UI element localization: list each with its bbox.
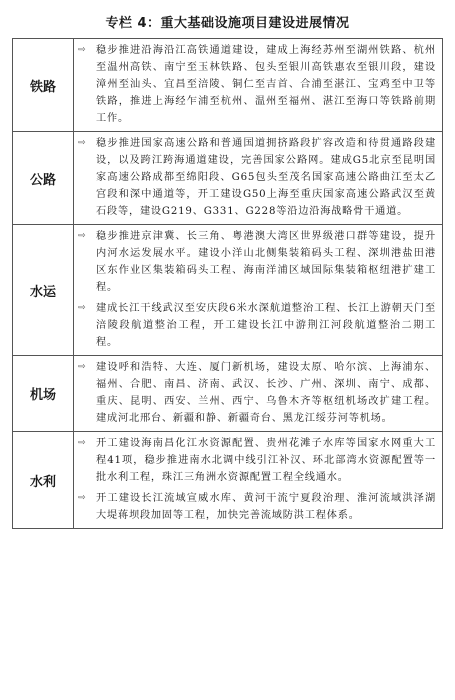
diamond-arrow-icon: ⇨ (78, 303, 86, 313)
section-row (13, 132, 443, 225)
diamond-arrow-icon: ⇨ (78, 362, 86, 372)
section-content (74, 225, 443, 356)
section-category: 水运 (13, 225, 74, 356)
diamond-arrow-icon: ⇨ (78, 438, 86, 448)
project-table (12, 38, 443, 529)
item-text: 稳步推进国家高速公路和普通国道拥挤路段扩容改造和待贯通路段建设，以及跨江跨海通道建设，完善国家公路网。建成G5北京至昆明国家高速公路成都至绵阳段、G65包头至茂名国家高速公路曲江至太乙宫段和深中通道等，开工建设G50上海至重庆国家高速公路武汉至黄石段等，建设G219、G331、G228等沿边沿海战略骨干通道。 (96, 138, 436, 217)
item-text: 稳步推进京津冀、长三角、粤港澳大湾区世界级港口群等建设，提升内河水运发展水平。建设小洋山北侧集装箱码头工程、深圳港盐田港区东作业区集装箱码头工程、海南洋浦区域国际集装箱枢纽港扩建工程。 (96, 231, 436, 293)
section-row (13, 225, 443, 356)
section-category: 公路 (13, 132, 74, 225)
diamond-arrow-icon: ⇨ (78, 231, 86, 241)
diamond-arrow-icon: ⇨ (78, 493, 86, 503)
section-content (74, 432, 443, 529)
section-row (13, 432, 443, 529)
diamond-arrow-icon: ⇨ (78, 45, 86, 55)
section-row (13, 39, 443, 132)
item-text: 开工建设长江流域宣威水库、黄河干流宁夏段治理、淮河流域洪泽湖大堤蒋坝段加固等工程，加快完善流域防洪工程体系。 (96, 493, 436, 521)
section-content (74, 39, 443, 132)
page-title: 专栏 4：重大基础设施项目建设进展情况 (105, 16, 350, 31)
list-item (78, 135, 436, 220)
project-table-body (13, 39, 443, 529)
item-text: 开工建设海南昌化江水资源配置、贵州花滩子水库等国家水网重大工程41项，稳步推进南水北调中线引江补汉、环北部湾水资源配置等一批水利工程，珠江三角洲水资源配置工程全线通水。 (96, 438, 436, 483)
list-item (78, 359, 436, 427)
section-row (13, 356, 443, 432)
item-text: 建设呼和浩特、大连、厦门新机场，建设太原、哈尔滨、上海浦东、福州、合肥、南昌、济南、武汉、长沙、广州、深圳、南宁、成都、重庆、昆明、西安、兰州、西宁、乌鲁木齐等枢纽机场改扩建工程。建成河北邢台、新疆和静、新疆奇台、黑龙江绥芬河等机场。 (96, 362, 436, 424)
section-content (74, 132, 443, 225)
list-item (78, 490, 436, 524)
section-category: 水利 (13, 432, 74, 529)
section-category: 铁路 (13, 39, 74, 132)
diamond-arrow-icon: ⇨ (78, 138, 86, 148)
section-category: 机场 (13, 356, 74, 432)
item-text: 稳步推进沿海沿江高铁通道建设，建成上海经苏州至湖州铁路、杭州至温州高铁、南宁至玉林铁路、包头至银川高铁惠农至银川段，建设漳州至汕头、宜昌至涪陵、铜仁至吉首、合浦至湛江、宝鸡至中卫等铁路，推进上海经乍浦至杭州、温州至福州、湛江至海口等铁路前期工作。 (96, 45, 436, 124)
section-content (74, 356, 443, 432)
list-item (78, 435, 436, 486)
list-item (78, 300, 436, 351)
item-text: 建成长江干线武汉至安庆段6米水深航道整治工程、长江上游朝天门至涪陵段航道整治工程，开工建设长江中游荆江河段航道整治二期工程。 (96, 303, 436, 348)
list-item (78, 228, 436, 296)
list-item (78, 42, 436, 127)
